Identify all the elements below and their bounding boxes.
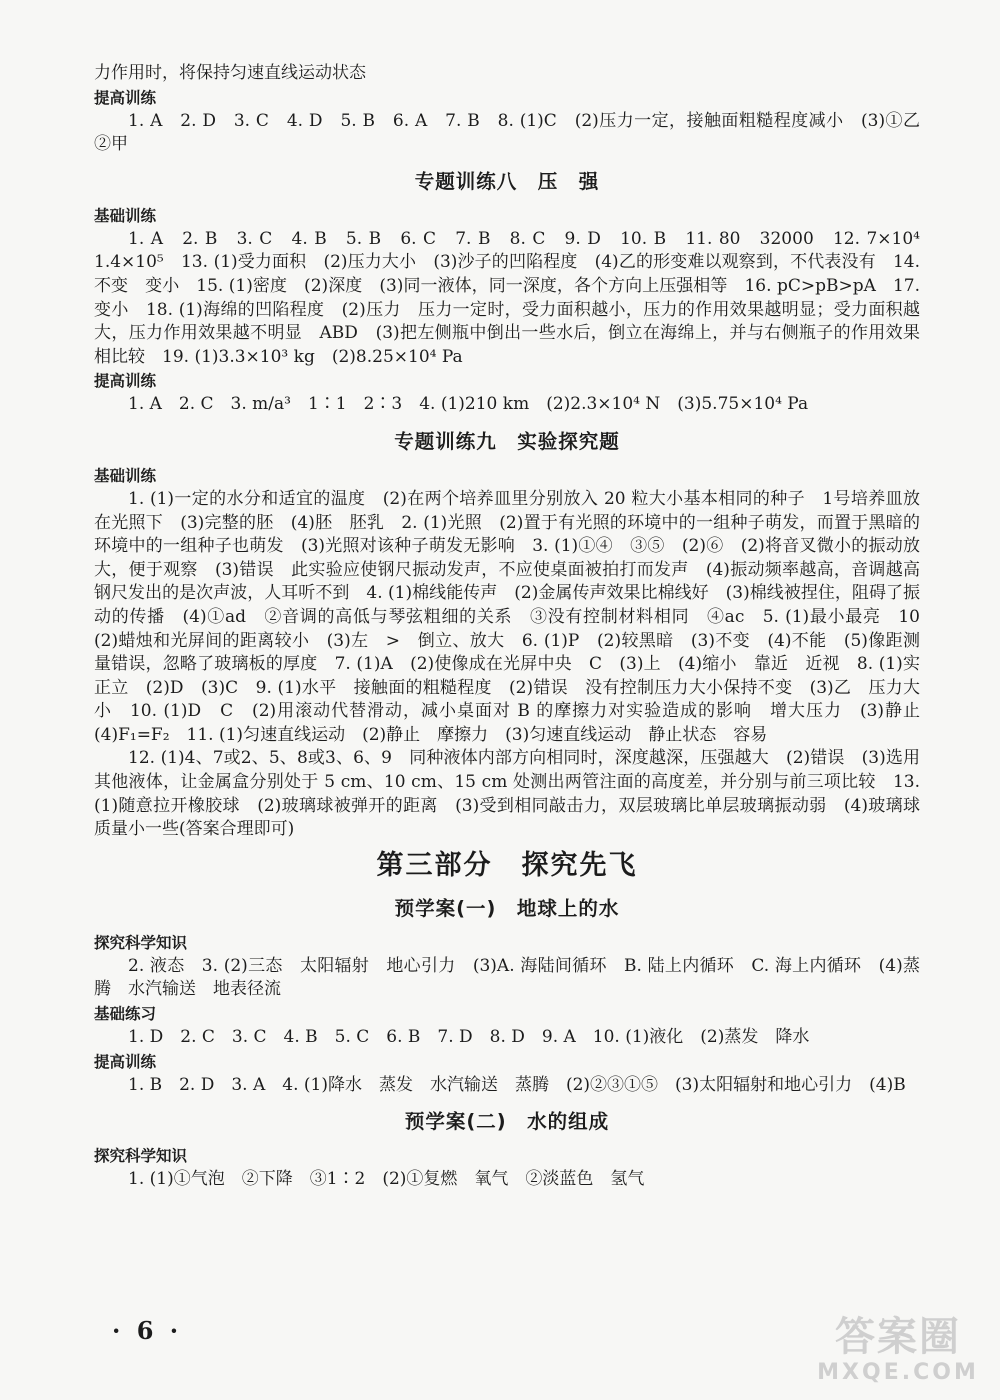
- section-label-improve-7: 提高训练: [94, 88, 157, 107]
- answer-paragraph: 12. (1)4、7或2、5、8或3、6、9 同种液体内部方向相同时，深度越深，压强越大 (2)错误 (3)选用其他液体，让金属盒分别处于 5 cm、10 cm、15 cm 处测出两管注面的高度差，并分别与前三项比较 13. (1)随意拉开橡胶球 (2)玻璃球被弹开的距离 (3)受到相同敲击力，双层玻璃比单层玻璃振动弱 (4)玻璃球质量小一些(答案合理即可): [94, 748, 920, 840]
- section-label-explore: 探究科学知识: [94, 1147, 188, 1166]
- topic-heading-experiments: 专题训练九 实验探究题: [394, 429, 620, 453]
- watermark-url: MXQE.COM: [817, 1360, 979, 1385]
- watermark-logo-text: 答案圈: [835, 1314, 961, 1360]
- answer-content: [94, 62, 937, 1192]
- part-heading: 第三部分 探究先飞: [376, 849, 638, 881]
- answer-paragraph: 1. B 2. D 3. A 4. (1)降水 蒸发 水汽输送 蒸腾 (2)②③①⑤ (3)太阳辐射和地心引力 (4)B: [128, 1074, 906, 1095]
- answer-paragraph: 2. 液态 3. (2)三态 太阳辐射 地心引力 (3)A. 海陆间循环 B. 陆上内循环 C. 海上内循环 (4)蒸腾 水汽输送 地表径流: [94, 955, 920, 1000]
- section-label-improve: 提高训练: [94, 372, 157, 391]
- answer-paragraph: 1. D 2. C 3. C 4. B 5. C 6. B 7. D 8. D 9. A 10. (1)液化 (2)蒸发 降水: [128, 1027, 810, 1048]
- answer-paragraph: 1. A 2. C 3. m/a³ 1∶1 2∶3 4. (1)210 km (2)2.3×10⁴ N (3)5.75×10⁴ Pa: [128, 394, 809, 415]
- watermark-logo: [814, 1314, 982, 1392]
- answer-paragraph: 1. (1)一定的水分和适宜的温度 (2)在两个培养皿里分别放入 20 粒大小基本相同的种子 1号培养皿放在光照下 (3)完整的胚 (4)胚 胚乳 2. (1)光照 (2)置于有光照的环境中的一组种子萌发，而置于黑暗的环境中的一组种子也萌发 (3)光照对该种子萌发无影响 3. (1)①④ ③⑤ (2)⑥ (2)将音叉微小的振动放大，便于观察 (3)错误 此实验应使钢尺振动发声，不应使桌面被拍打而发声 (4)振动频率越高，音调越高 钢尺发出的是次声波，人耳听不到 4. (1)棉线能传声 (2)金属传声效果比棉线好 (3)棉线被捏住，阻碍了振动的传播 (4)①ad ②音调的高低与琴弦粗细的关系 ③没有控制材料相同 ④ac 5. (1)最小最亮 10 (2)蜡烛和光屏间的距离较小 (3)左 > 倒立、放大 6. (1)P (2)较黑暗 (3)不变 (4)不能 (5)像距测量错误，忽略了玻璃板的厚度 7. (1)A (2)使像成在光屏中央 C (3)上 (4)缩小 靠近 近视 8. (1)实 正立 (2)D (3)C 9. (1)水平 接触面的粗糙程度 (2)错误 没有控制压力大小保持不变 (3)乙 压力大小 10. (1)D C (2)用滚动代替滑动，减小桌面对 B 的摩擦力对实验造成的影响 增大压力 (3)静止 (4)F₁=F₂ 11. (1)匀速直线运动 (2)静止 摩擦力 (3)匀速直线运动 静止状态 容易: [94, 488, 937, 745]
- lesson-heading-earth-water: 预学案(一) 地球上的水: [394, 896, 620, 920]
- page-number: · 6 ·: [112, 1316, 183, 1345]
- answer-paragraph: 1. A 2. B 3. C 4. B 5. B 6. C 7. B 8. C 9. D 10. B 11. 80 32000 12. 7×10⁴ 1.4×10⁵ 13. (1)受力面积 (2)压力大小 (3)沙子的凹陷程度 (4)乙的形变难以观察到，不代表没有 14. 不变 变小 15. (1)密度 (2)深度 (3)同一液体，同一深度，各个方向上压强相等 16. pC>pB>pA 17. 变小 18. (1)海绵的凹陷程度 (2)压力 压力一定时，受力面积越小，压力的作用效果越明显；受力面积越大，压力作用效果越不明显 ABD (3)把左侧瓶中倒出一些水后，倒立在海绵上，并与右侧瓶子的作用效果相比较 19. (1)3.3×10³ kg (2)8.25×10⁴ Pa: [94, 228, 937, 367]
- answer-paragraph: 1. A 2. D 3. C 4. D 5. B 6. A 7. B 8. (1)C (2)压力一定，接触面粗糙程度减小 (3)①乙 ②甲: [94, 110, 937, 155]
- topic-heading-pressure: 专题训练八 压 强: [414, 169, 600, 193]
- answer-paragraph: 1. (1)①气泡 ②下降 ③1∶2 (2)①复燃 氧气 ②淡蓝色 氢气: [128, 1169, 645, 1190]
- section-label-improve: 提高训练: [94, 1052, 157, 1071]
- section-label-explore: 探究科学知识: [94, 933, 188, 952]
- section-label-basic: 基础训练: [94, 466, 157, 485]
- section-label-basic: 基础训练: [94, 206, 157, 225]
- section-label-practice: 基础练习: [94, 1005, 157, 1024]
- continued-answer-text: 力作用时，将保持匀速直线运动状态: [94, 63, 366, 83]
- lesson-heading-water-composition: 预学案(二) 水的组成: [404, 1110, 610, 1134]
